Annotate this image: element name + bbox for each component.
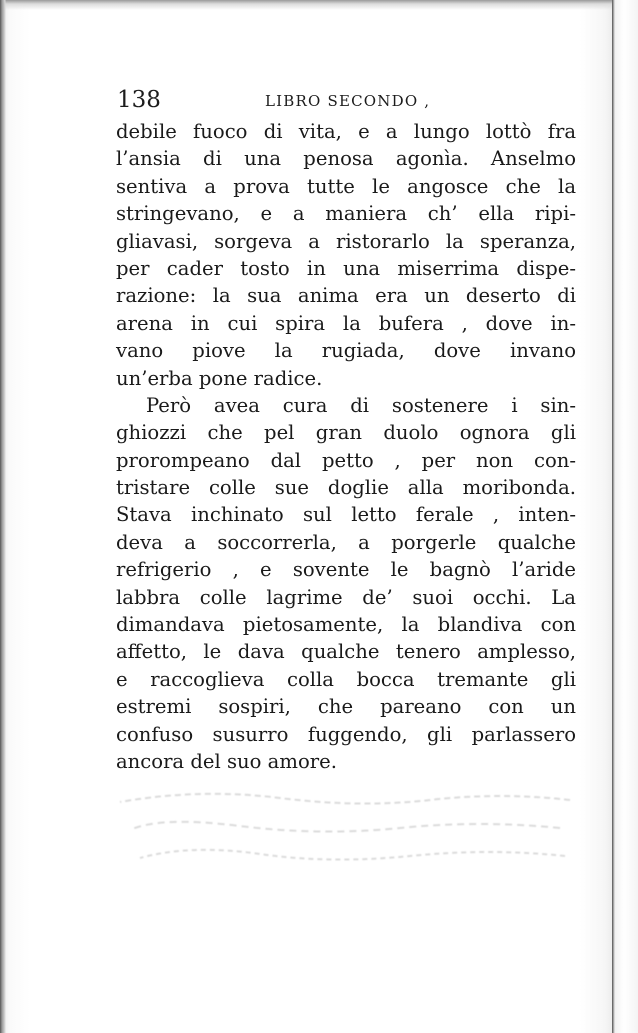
text-line: dimandava pietosamente, la blandiva con [116, 613, 576, 637]
text-line: prorompeano dal petto , per non con- [116, 448, 576, 472]
text-line: tristare colle sue doglie alla moribonda. [116, 476, 576, 500]
page-left-edge [0, 0, 6, 1033]
text-line: debile fuoco di vita, e a lungo lottò fra [116, 120, 576, 143]
text-line: un’erba pone radice. [116, 366, 323, 390]
text-line: sentiva a prova tutte le angosce che la [116, 174, 576, 198]
text-line: estremi sospiri, che pareano con un [116, 695, 576, 719]
text-line: e raccoglieva colla bocca tremante gli [116, 667, 576, 691]
text-line: Però avea cura di sostenere i sin- [146, 393, 576, 417]
page-top-edge [0, 0, 638, 10]
show-through-texture [100, 782, 580, 880]
text-line: labbra colle lagrime de’ suoi occhi. La [116, 585, 576, 609]
text-line: refrigerio , e sovente le bagnò l’aride [116, 558, 576, 582]
text-line: ancora del suo amore. [116, 749, 337, 773]
text-line: arena in cui spira la bufera , dove in- [116, 311, 576, 335]
text-line: stringevano, e a maniera ch’ ella ripi- [116, 202, 576, 226]
text-line: vano piove la rugiada, dove invano [116, 339, 576, 363]
text-line: razione: la sua anima era un deserto di [116, 284, 576, 308]
body-text [116, 118, 576, 775]
paragraph-2 [116, 392, 576, 775]
text-line: affetto, le dava qualche tenero amplesso, [116, 640, 576, 664]
show-through-marks [100, 782, 580, 872]
text-line: gliavasi, sorgeva a ristorarlo la speranza, [116, 229, 576, 253]
running-head: LIBRO SECONDO , [265, 92, 431, 110]
text-line: deva a soccorrerla, a porgerle qualche [116, 530, 576, 554]
page-right-edge [612, 0, 638, 1033]
text-line: confuso susurro fuggendo, gli parlassero [116, 722, 576, 746]
paragraph-1 [116, 118, 576, 392]
page-header [117, 82, 597, 118]
text-line: Stava inchinato sul letto ferale , inten- [116, 503, 576, 527]
text-line: per cader tosto in una miserrima dispe- [116, 256, 576, 280]
text-line: ghiozzi che pel gran duolo ognora gli [116, 421, 576, 445]
page-number: 138 [117, 87, 161, 113]
text-line: l’ansia di una penosa agonìa. Anselmo [116, 147, 576, 171]
